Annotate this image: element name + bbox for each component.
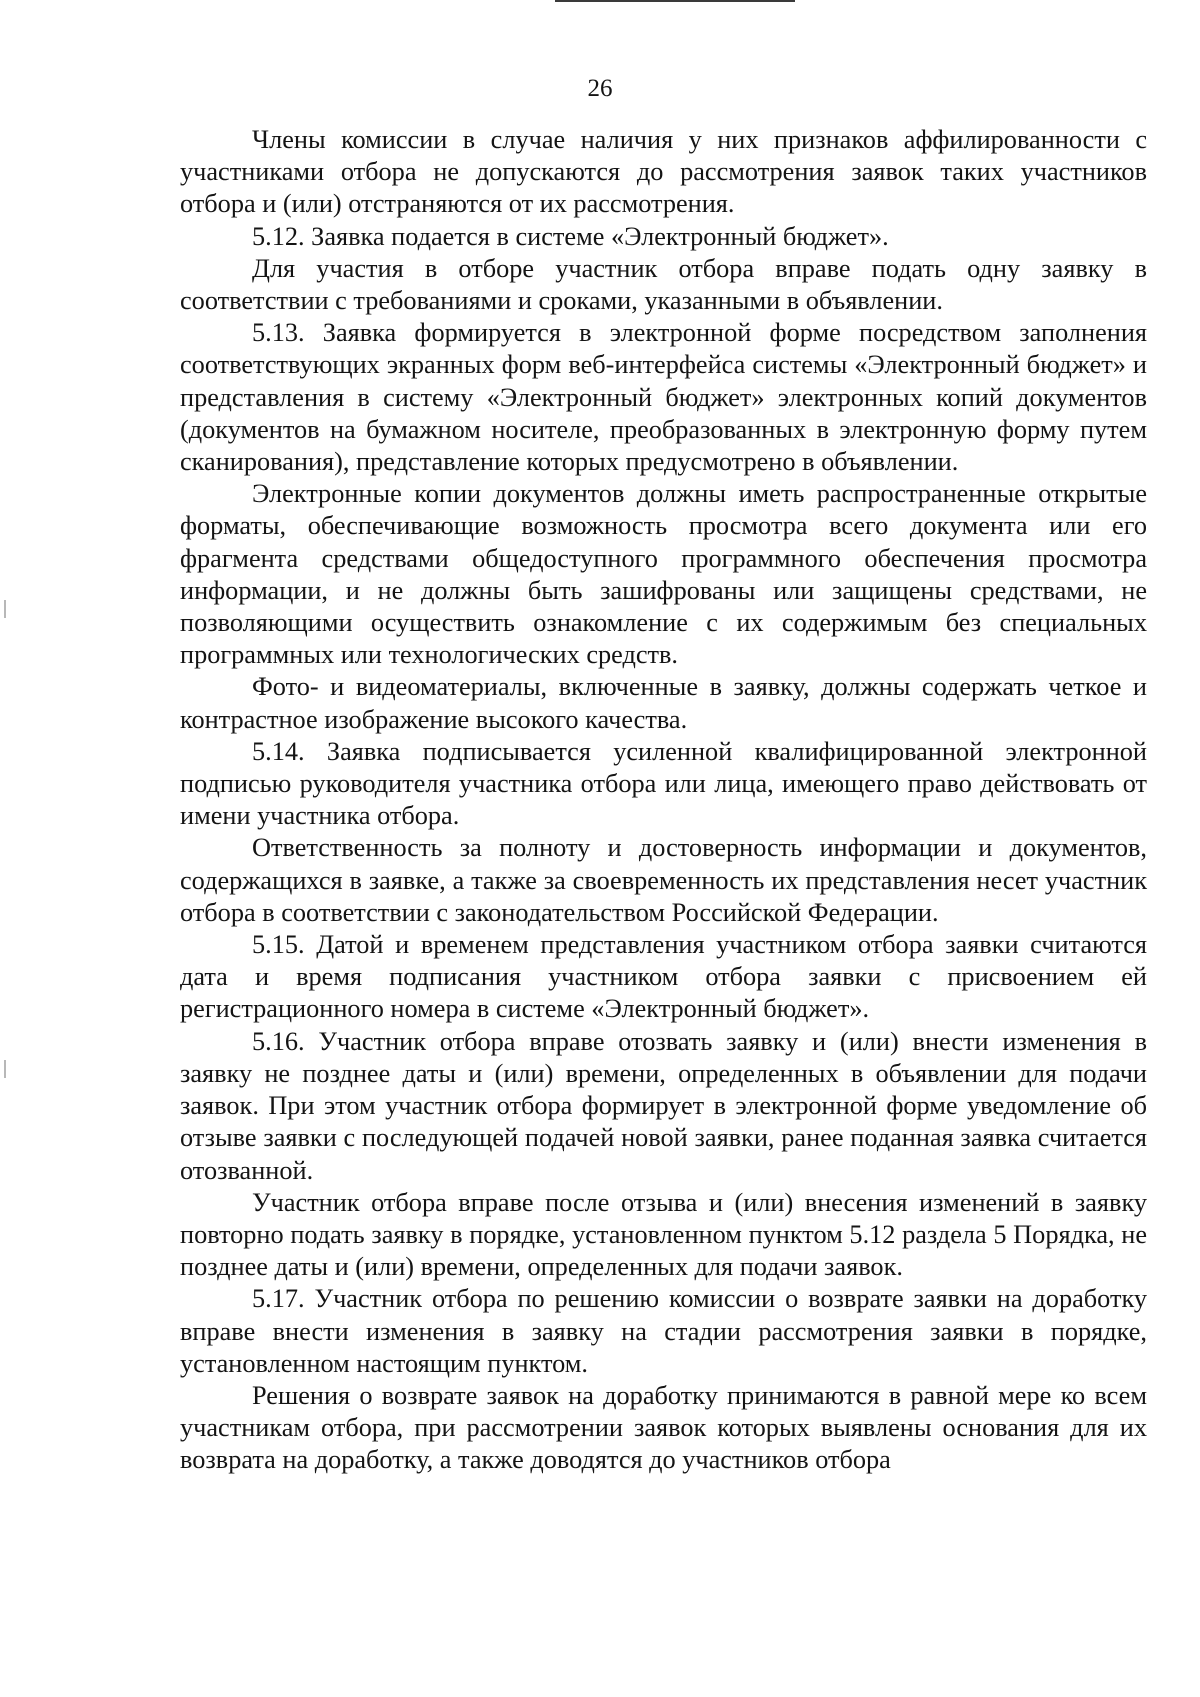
paragraph-5-12: 5.12. Заявка подается в системе «Электронный бюджет».	[252, 221, 889, 251]
paragraph-resubmission: Участник отбора вправе после отзыва и (или) внесения изменений в заявку повторно подать заявку в порядке, установленном пунктом 5.12 раздела 5 Порядка, не позднее даты и (или) времени, определенных для подачи заявок.	[180, 1187, 1147, 1282]
paragraph-responsibility: Ответственность за полноту и достоверность информации и документов, содержащихся в заявке, а также за своевременность их представления несет участник отбора в соответствии с законодательством Российской Федерации.	[180, 833, 1147, 927]
paragraph-electronic-copies: Электронные копии документов должны иметь распространенные открытые форматы, обеспечивающие возможность просмотра всего документа или его фрагмента средствами общедоступного программного обеспечения просмотра информации, и не должны быть зашифрованы или защищены средствами, не позволяющими осуществить ознакомление с их содержимым без специальных программных или технологических средств.	[180, 479, 1147, 670]
scan-margin-mark	[4, 600, 6, 618]
paragraph-affiliation: Члены комиссии в случае наличия у них признаков аффилированности с участниками отбора не допускаются до рассмотрения заявок таких участников отбора и (или) отстраняются от их рассмотрения.	[180, 125, 1147, 219]
paragraph-photo-video: Фото- и видеоматериалы, включенные в заявку, должны содержать четкое и контрастное изображение высокого качества.	[180, 672, 1147, 734]
paragraph-return-decisions: Решения о возврате заявок на доработку принимаются в равной мере ко всем участникам отбора, при рассмотрении заявок которых выявлены основания для их возврата на доработку, а также доводятся до участников отбора	[180, 1380, 1147, 1475]
paragraph-5-17: 5.17. Участник отбора по решению комиссии о возврате заявки на доработку вправе внести изменения в заявку на стадии рассмотрения заявки в порядке, установленном настоящим пунктом.	[180, 1284, 1147, 1378]
page-number: 26	[587, 75, 613, 102]
paragraph-5-16: 5.16. Участник отбора вправе отозвать заявку и (или) внести изменения в заявку не позднее даты и (или) времени, определенных в объявлении для подачи заявок. При этом участник отбора формирует в электронной форме уведомление об отзыве заявки с последующей подачей новой заявки, ранее поданная заявка считается отозванной.	[180, 1026, 1147, 1185]
document-body	[180, 124, 1147, 1477]
paragraph-single-application: Для участия в отборе участник отбора вправе подать одну заявку в соответствии с требованиями и сроками, указанными в объявлении.	[180, 253, 1147, 316]
scan-top-rule	[555, 0, 795, 2]
paragraph-5-14: 5.14. Заявка подписывается усиленной квалифицированной электронной подписью руководителя участника отбора или лица, имеющего право действовать от имени участника отбора.	[180, 736, 1147, 831]
paragraph-5-13: 5.13. Заявка формируется в электронной форме посредством заполнения соответствующих экранных форм веб-интерфейса системы «Электронный бюджет» и представления в систему «Электронный бюджет» электронных копий документов (документов на бумажном носителе, преобразованных в электронную форму путем сканирования), представление которых предусмотрено в объявлении.	[180, 318, 1147, 477]
scan-margin-mark	[4, 1060, 6, 1078]
paragraph-5-15: 5.15. Датой и временем представления участником отбора заявки считаются дата и время подписания участником отбора заявки с присвоением ей регистрационного номера в системе «Электронный бюджет».	[180, 930, 1147, 1024]
